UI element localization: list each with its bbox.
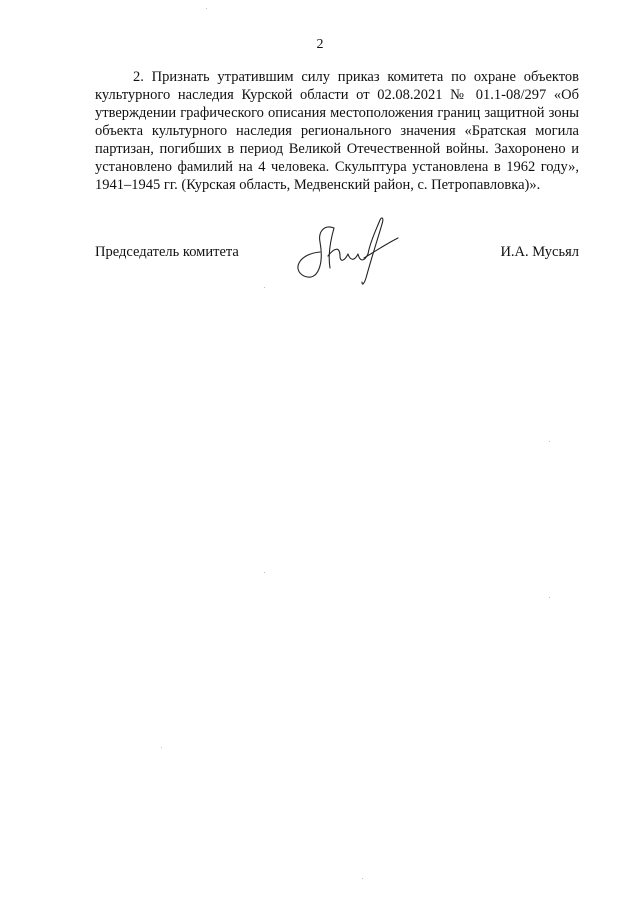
scan-speck bbox=[206, 8, 207, 9]
handwritten-signature bbox=[290, 212, 410, 292]
scan-speck bbox=[549, 441, 550, 442]
scan-speck bbox=[161, 747, 162, 748]
page-number: 2 bbox=[316, 37, 324, 52]
scan-speck bbox=[264, 572, 265, 573]
paragraph-item-2: 2. Признать утратившим силу приказ комитета по охране объектов культурного наследия Курской области от 02.08.2021 № 01.1-08/297 «Об утверждении графического описания местоположения границ защитной зоны объекта культурного наследия регионального значения «Братская могила партизан, погибших в период Великой Отечественной войны. Захоронено и установлено фамилий на 4 человека. Скульптура установлена в 1962 году», 1941–1945 гг. (Курская область, Медвенский район, с. Петропавловка)». bbox=[95, 69, 579, 193]
signatory-name: И.А. Мусьял bbox=[500, 244, 579, 260]
signatory-position: Председатель комитета bbox=[95, 244, 239, 260]
scan-speck bbox=[549, 597, 550, 598]
scan-speck bbox=[362, 878, 363, 879]
scan-speck bbox=[264, 287, 265, 288]
